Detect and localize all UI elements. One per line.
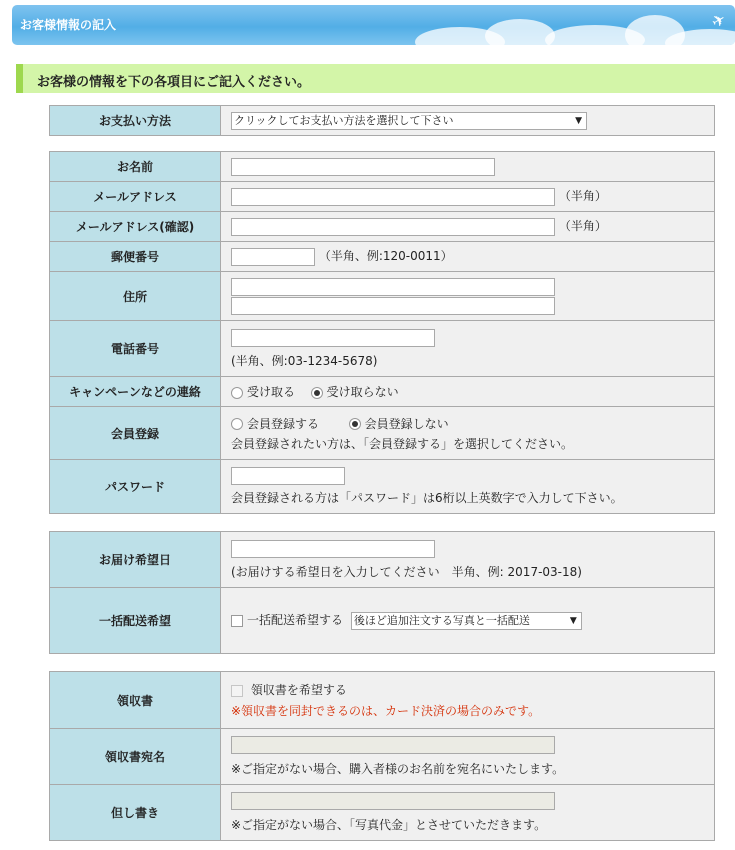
phone-input[interactable] (231, 329, 435, 347)
delivery-date-cell (221, 532, 715, 588)
delivery-date-row (50, 532, 715, 588)
receipt-address-input[interactable] (231, 736, 555, 754)
campaign-decline-label: 受け取らない (326, 385, 399, 399)
receipt-address-note: ※ご指定がない場合、購入者様のお名前を宛名にいたします。 (231, 762, 565, 776)
address-row (50, 272, 715, 321)
cloud-decoration (375, 5, 735, 45)
payment-table (49, 105, 715, 136)
address-input-2[interactable] (231, 297, 555, 315)
bulk-delivery-select-value: 後ほど追加注文する写真と一括配送 (353, 613, 530, 627)
receipt-cell (221, 672, 715, 729)
payment-row (50, 106, 715, 136)
dropdown-arrow-icon: ▼ (575, 115, 582, 126)
address-input-1[interactable] (231, 278, 555, 296)
dropdown-arrow-icon: ▼ (569, 615, 577, 626)
phone-label: 電話番号 (50, 321, 221, 377)
bulk-delivery-cell (221, 588, 715, 654)
email-confirm-label: メールアドレス(確認) (50, 212, 221, 242)
name-label: お名前 (50, 152, 221, 182)
delivery-table (49, 531, 715, 654)
member-note: 会員登録されたい方は、「会員登録する」を選択してください。 (231, 436, 574, 451)
campaign-row (50, 377, 715, 407)
password-label: パスワード (50, 460, 221, 514)
member-row (50, 407, 715, 460)
page-title-bar (12, 5, 735, 45)
member-options (231, 415, 714, 432)
receipt-memo-input[interactable] (231, 792, 555, 810)
address-label: 住所 (50, 272, 221, 321)
email-confirm-row (50, 212, 715, 242)
campaign-decline-radio[interactable] (311, 387, 323, 399)
delivery-date-input[interactable] (231, 540, 435, 558)
phone-cell (221, 321, 715, 377)
member-no-register-label: 会員登録しない (364, 416, 449, 431)
receipt-address-row (50, 729, 715, 785)
page-title: お客様情報の記入 (20, 18, 117, 32)
campaign-cell (221, 377, 715, 407)
member-no-register-radio[interactable] (349, 418, 361, 430)
customer-table (49, 151, 715, 514)
name-input[interactable] (231, 158, 495, 176)
email-cell (221, 182, 715, 212)
campaign-receive-label: 受け取る (247, 385, 296, 399)
address-cell (221, 272, 715, 321)
email-hint: （半角） (558, 189, 607, 204)
password-note: 会員登録される方は「パスワード」は6桁以上英数字で入力して下さい。 (231, 491, 623, 505)
receipt-row (50, 672, 715, 729)
phone-row (50, 321, 715, 377)
zip-label: 郵便番号 (50, 242, 221, 272)
bulk-delivery-checkbox[interactable] (231, 615, 243, 627)
bulk-delivery-row (50, 588, 715, 654)
receipt-warning: ※領収書を同封できるのは、カード決済の場合のみです。 (231, 704, 541, 718)
section-heading (16, 64, 735, 93)
email-confirm-hint: （半角） (558, 219, 607, 234)
campaign-receive-radio[interactable] (231, 387, 243, 399)
receipt-memo-row (50, 785, 715, 841)
email-confirm-input[interactable] (231, 218, 555, 236)
section-heading-text: お客様の情報を下の各項目にご記入ください。 (37, 75, 311, 90)
delivery-date-note: (お届けする希望日を入力してください 半角、例: 2017-03-18) (231, 564, 582, 579)
bulk-delivery-checkbox-label: 一括配送希望する (247, 613, 344, 628)
receipt-memo-note: ※ご指定がない場合、「写真代金」とさせていただきます。 (231, 818, 547, 832)
email-label: メールアドレス (50, 182, 221, 212)
member-label: 会員登録 (50, 407, 221, 460)
member-register-label: 会員登録する (247, 416, 320, 431)
bulk-delivery-select[interactable] (351, 612, 582, 630)
phone-hint: (半角、例:03-1234-5678) (231, 353, 378, 368)
receipt-checkbox-label: 領収書を希望する (250, 683, 347, 697)
payment-label: お支払い方法 (50, 106, 221, 136)
receipt-table (49, 671, 715, 841)
bulk-delivery-label: 一括配送希望 (50, 588, 221, 654)
zip-cell (221, 242, 715, 272)
password-input[interactable] (231, 467, 345, 485)
payment-cell (221, 106, 715, 136)
password-cell (221, 460, 715, 514)
receipt-memo-cell (221, 785, 715, 841)
payment-method-select-value: クリックしてお支払い方法を選択して下さい (234, 113, 454, 127)
member-register-radio[interactable] (231, 418, 243, 430)
zip-hint: （半角、例:120-0011） (318, 249, 453, 264)
zip-input[interactable] (231, 248, 315, 266)
zip-row (50, 242, 715, 272)
email-row (50, 182, 715, 212)
receipt-option (231, 681, 714, 698)
campaign-label: キャンペーンなどの連絡 (50, 377, 221, 407)
name-cell (221, 152, 715, 182)
airplane-icon: ✈ (707, 8, 729, 33)
receipt-checkbox[interactable] (231, 685, 243, 697)
receipt-label: 領収書 (50, 672, 221, 729)
payment-method-select[interactable] (231, 112, 587, 130)
receipt-memo-label: 但し書き (50, 785, 221, 841)
email-confirm-cell (221, 212, 715, 242)
email-input[interactable] (231, 188, 555, 206)
member-cell (221, 407, 715, 460)
password-row (50, 460, 715, 514)
receipt-address-cell (221, 729, 715, 785)
name-row (50, 152, 715, 182)
receipt-address-label: 領収書宛名 (50, 729, 221, 785)
delivery-date-label: お届け希望日 (50, 532, 221, 588)
